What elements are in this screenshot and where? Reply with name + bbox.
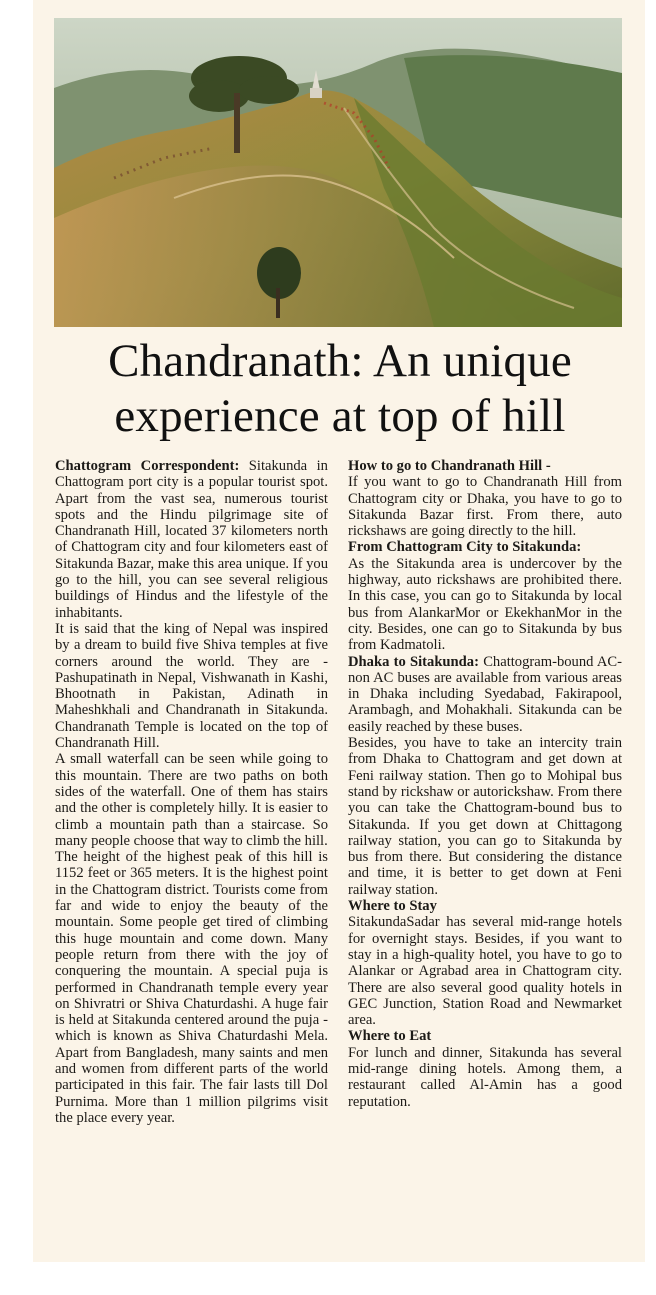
headline: Chandranath: An unique experience at top of hill <box>108 335 572 442</box>
section-lead-dhaka: Dhaka to Sitakunda: <box>348 653 479 670</box>
paragraph: If you want to go to Chandranath Hill from Chattogram city or Dhaka, you have to go to Sitakunda Bazar first. From there, auto rickshaws are going directly to the hill. <box>348 474 622 540</box>
paragraph: Chattogram Correspondent: Sitakunda in Chattogram port city is a popular tourist spot. Apart from the vast sea, numerous tourist spots and the Hindu pilgrimage site of Chandranath Hill, located 37 kilometers north of Chattogram city and four kilometers east of Sitakunda Bazar, make this area unique. If you go to the hill, you can see several religious buildings of Hindus and the lifestyle of the inhabitants. <box>55 458 328 621</box>
left-column <box>55 458 328 1126</box>
hill-photo <box>54 18 622 327</box>
paragraph: Dhaka to Sitakunda: Chattogram-bound AC-non AC buses are available from various areas in Dhaka including Syedabad, Fakirapool, Arambagh, and Mohakhali. Sitakunda can be easily reached by these buses. <box>348 653 622 735</box>
paragraph: As the Sitakunda area is undercover by the highway, auto rickshaws are prohibited there. In this case, you can go to Sitakunda by local bus from AlankarMor or EkekhanMor in the city. Besides, one can go to Sitakunda by bus from Kadmatoli. <box>348 555 622 654</box>
paragraph: SitakundaSadar has several mid-range hotels for overnight stays. Besides, if you want to stay in a high-quality hotel, you have to go to Alankar or Agrabad area in Chattogram city. There are also several good quality hotels in GEC Junction, Station Road and Newmarket area. <box>348 914 622 1029</box>
section-heading-eat: Where to Eat <box>348 1028 432 1045</box>
section-heading-city: From Chattogram City to Sitakunda: <box>348 539 582 556</box>
section-heading-stay: Where to Stay <box>348 898 437 915</box>
byline: Chattogram Correspondent: <box>55 458 240 474</box>
paragraph: The height of the highest peak of this hill is 1152 feet or 365 meters. It is the highest point in the Chattogram district. Tourists come from far and wide to enjoy the beauty of the mountain. Some people get tired of climbing this huge mountain and come down. Many people return from there with the joy of conquering the mountain. A special puja is performed in Chandranath temple every year on Shivratri or Shiva Chaturdashi. A huge fair is held at Sitakunda centered around the puja - which is known as Shiva Chaturdashi Mela. Apart from Bangladesh, many saints and men and women from different parts of the world participated in this fair. The fair lasts till Dol Purnima. More than 1 million pilgrims visit the place every year. <box>55 849 328 1126</box>
right-column <box>348 458 622 1110</box>
paragraph: It is said that the king of Nepal was inspired by a dream to build five Shiva temples at five corners around the world. They are - Pashupatinath in Nepal, Vishwanath in Kashi, Bhootnath in Pakistan, Adinath in Maheshkhali and Chandranath in Sitakunda. Chandranath Temple is located on the top of Chandranath Hill. <box>55 620 328 752</box>
paragraph: For lunch and dinner, Sitakunda has several mid-range dining hotels. Among them, a restaurant called Al-Amin has a good reputation. <box>348 1044 622 1110</box>
paragraph: Besides, you have to take an intercity train from Dhaka to Chattogram and get down at Feni railway station. Then go to Mohipal bus stand by rickshaw or autorickshaw. From there you can take the Chattogram-bound bus to Sitakunda. If you get down at Chittagong railway station, you can go to Sitakunda by bus from there. But considering the distance and time, it is better to get down at Feni railway station. <box>348 735 622 898</box>
paragraph: A small waterfall can be seen while going to this mountain. There are two paths on both sides of the waterfall. One of them has stairs and the other is completely hilly. It is easier to climb a mountain path than a staircase. So many people choose that way to climb the hill. <box>55 751 328 849</box>
section-heading-how: How to go to Chandranath Hill - <box>348 458 551 474</box>
